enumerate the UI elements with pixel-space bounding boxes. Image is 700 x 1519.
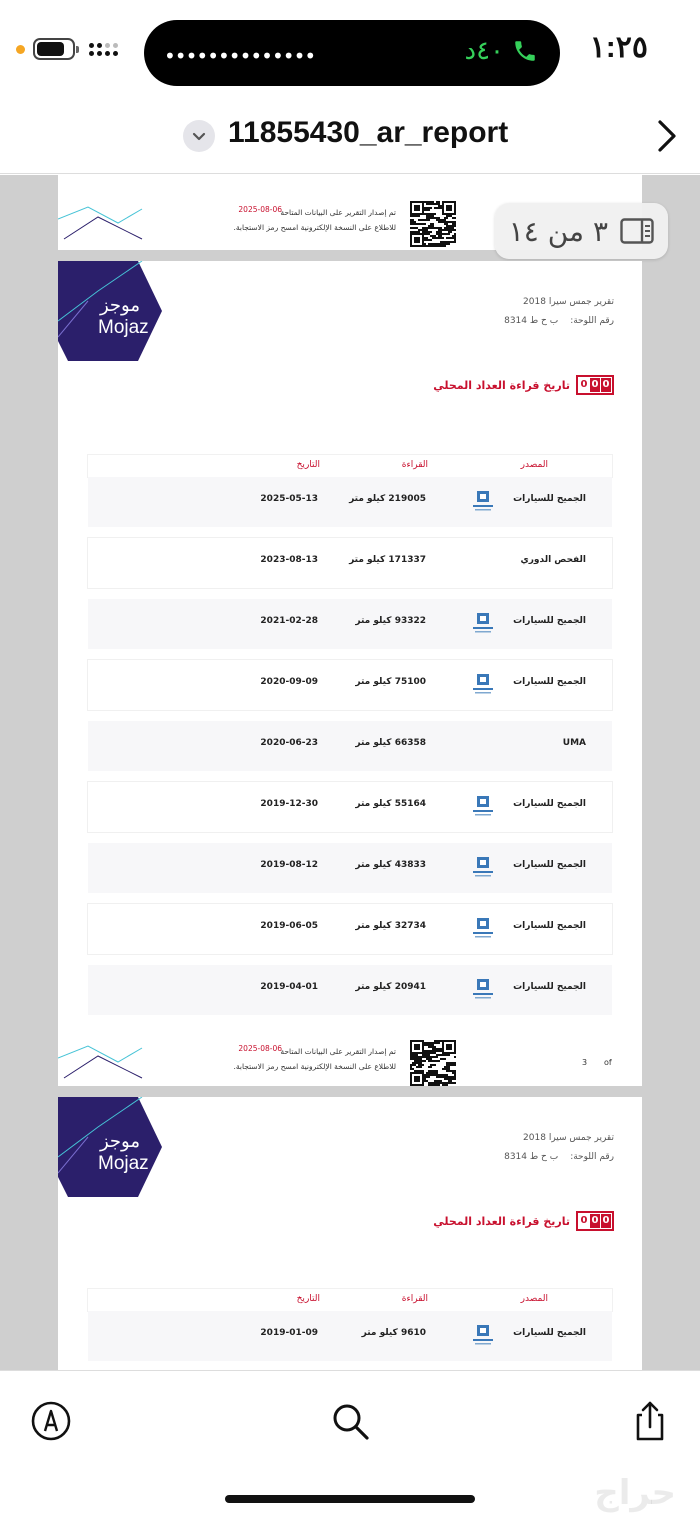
cell-source: الفحص الدوري xyxy=(520,555,586,565)
table-row xyxy=(88,477,612,527)
section-heading xyxy=(433,375,614,395)
table-row xyxy=(88,843,612,893)
bottom-toolbar xyxy=(0,1370,700,1519)
report-header xyxy=(492,1129,614,1167)
cell-date: 2019-01-09 xyxy=(260,1328,318,1338)
qr-code[interactable] xyxy=(410,1040,456,1086)
cell-source: الجميح للسيارات xyxy=(513,494,586,504)
footer-date: 2025-08-06 xyxy=(238,1044,282,1053)
cell-reading: 93322 كيلو متر xyxy=(355,616,426,626)
document-page xyxy=(58,1097,642,1370)
report-header xyxy=(492,293,614,331)
dealer-logo-icon xyxy=(470,978,496,1002)
dealer-logo-icon xyxy=(470,795,496,819)
footer-date: 2025-08-06 xyxy=(238,205,282,214)
cell-source: الجميح للسيارات xyxy=(513,982,586,992)
privacy-indicator-dot xyxy=(16,45,25,54)
document-viewer[interactable] xyxy=(0,175,700,1370)
section-title: تاريخ قراءة العداد المحلي xyxy=(433,378,570,392)
watermark-logo: حراج xyxy=(594,1473,676,1513)
dealer-logo-icon xyxy=(470,856,496,880)
battery-icon xyxy=(33,38,75,60)
dynamic-island[interactable] xyxy=(144,20,560,86)
document-title[interactable]: 11855430_ar_report xyxy=(228,116,509,149)
column-header-date: التاريخ xyxy=(296,460,320,470)
cell-date: 2020-06-23 xyxy=(260,738,318,748)
cell-reading: 171337 كيلو متر xyxy=(349,555,426,565)
footer-note: تم إصدار التقرير على البيانات المتاحة للاطلاع على النسخة الإلكترونية امسح رمز الاستجابة. xyxy=(233,208,396,232)
chevron-down-icon xyxy=(191,128,207,144)
markup-icon[interactable] xyxy=(29,1399,73,1443)
cell-reading: 219005 كيلو متر xyxy=(349,494,426,504)
column-header-source: المصدر xyxy=(520,1294,548,1304)
cell-source: الجميح للسيارات xyxy=(513,677,586,687)
table-row xyxy=(88,538,612,588)
status-bar xyxy=(0,0,700,100)
dealer-logo-icon xyxy=(470,490,496,514)
cell-source: الجميح للسيارات xyxy=(513,921,586,931)
table-header xyxy=(88,1289,612,1311)
page-of-label: of xyxy=(604,1058,612,1067)
cellular-signal-icon xyxy=(89,43,118,56)
page-number: 3 xyxy=(582,1058,588,1067)
cell-reading: 66358 كيلو متر xyxy=(355,738,426,748)
table-row xyxy=(88,1311,612,1361)
share-icon[interactable] xyxy=(628,1399,672,1443)
vehicle-name: تقرير جمس سيرا 2018 xyxy=(523,1133,614,1143)
cell-reading: 75100 كيلو متر xyxy=(355,677,426,687)
cell-source: الجميح للسيارات xyxy=(513,860,586,870)
odometer-icon: 0 0 0 xyxy=(576,1211,614,1231)
cell-date: 2020-09-09 xyxy=(260,677,318,687)
footer-note: تم إصدار التقرير على البيانات المتاحة للاطلاع على النسخة الإلكترونية امسح رمز الاستجابة. xyxy=(233,1047,396,1071)
section-heading xyxy=(433,1211,614,1231)
cell-source: الجميح للسيارات xyxy=(513,799,586,809)
home-indicator[interactable] xyxy=(225,1495,475,1503)
column-header-reading: القراءة xyxy=(401,460,428,470)
mojaz-logo: موجز Mojaz xyxy=(58,261,162,361)
cell-reading: 55164 كيلو متر xyxy=(355,799,426,809)
page-counter[interactable] xyxy=(495,203,668,259)
document-page xyxy=(58,261,642,1086)
decorative-pattern xyxy=(58,1038,148,1086)
dealer-logo-icon xyxy=(470,612,496,636)
cell-date: 2019-12-30 xyxy=(260,799,318,809)
section-title: تاريخ قراءة العداد المحلي xyxy=(433,1214,570,1228)
cell-source: UMA xyxy=(562,738,586,748)
table-row xyxy=(88,782,612,832)
column-header-reading: القراءة xyxy=(401,1294,428,1304)
cell-date: 2019-04-01 xyxy=(260,982,318,992)
plate-number: رقم اللوحة:ب ح ط 8314 xyxy=(504,316,614,326)
table-row xyxy=(88,721,612,771)
odometer-icon: 0 0 0 xyxy=(576,375,614,395)
cell-source: الجميح للسيارات xyxy=(513,1328,586,1338)
column-header-date: التاريخ xyxy=(296,1294,320,1304)
mojaz-logo: موجز Mojaz xyxy=(58,1097,162,1197)
call-waveform: •••••••••••••• xyxy=(164,44,316,68)
qr-code[interactable] xyxy=(410,201,456,247)
plate-number: رقم اللوحة:ب ح ط 8314 xyxy=(504,1152,614,1162)
column-header-source: المصدر xyxy=(520,460,548,470)
cell-reading: 9610 كيلو متر xyxy=(361,1328,426,1338)
cell-date: 2023-08-13 xyxy=(260,555,318,565)
cell-reading: 32734 كيلو متر xyxy=(355,921,426,931)
page-counter-label: ٣ من ١٤ xyxy=(508,214,608,248)
cell-date: 2021-02-28 xyxy=(260,616,318,626)
table-header xyxy=(88,455,612,477)
page-footer xyxy=(58,1038,642,1086)
dealer-logo-icon xyxy=(470,917,496,941)
table-row xyxy=(88,599,612,649)
table-row xyxy=(88,904,612,954)
thumbnails-icon xyxy=(620,218,654,244)
clock: ١:٢٥ xyxy=(589,31,648,64)
cell-date: 2019-08-12 xyxy=(260,860,318,870)
dealer-logo-icon xyxy=(470,673,496,697)
table-row xyxy=(88,965,612,1015)
document-title-bar xyxy=(0,100,700,174)
chevron-right-icon[interactable] xyxy=(652,116,682,156)
cell-date: 2025-05-13 xyxy=(260,494,318,504)
decorative-pattern xyxy=(58,199,148,247)
cell-date: 2019-06-05 xyxy=(260,921,318,931)
call-indicator xyxy=(464,36,538,66)
search-icon[interactable] xyxy=(328,1399,372,1443)
call-duration: ٤٠د xyxy=(464,36,504,66)
dealer-logo-icon xyxy=(470,1324,496,1348)
table-row xyxy=(88,660,612,710)
cell-reading: 43833 كيلو متر xyxy=(355,860,426,870)
status-indicators xyxy=(16,38,118,60)
cell-source: الجميح للسيارات xyxy=(513,616,586,626)
phone-icon xyxy=(512,38,538,64)
cell-reading: 20941 كيلو متر xyxy=(355,982,426,992)
vehicle-name: تقرير جمس سيرا 2018 xyxy=(523,297,614,307)
title-menu-button[interactable] xyxy=(183,120,215,152)
